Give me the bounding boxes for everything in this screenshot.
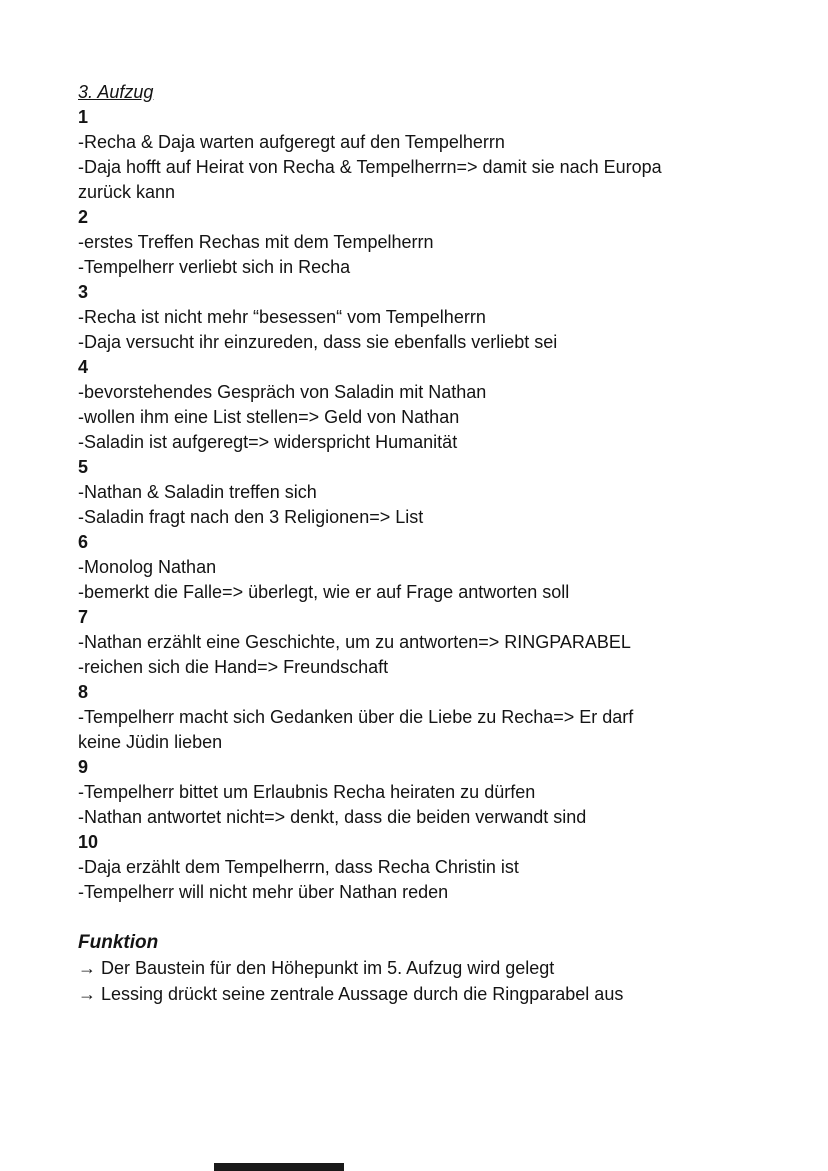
note-line: keine Jüdin lieben — [78, 732, 223, 752]
note-line: -Nathan antwortet nicht=> denkt, dass die beiden verwandt sind — [78, 807, 587, 827]
scene-number: 10 — [78, 832, 99, 852]
note-line: -Tempelherr verliebt sich in Recha — [78, 257, 351, 277]
document-title: 3. Aufzug — [78, 82, 154, 102]
funktion-line: → Lessing drückt seine zentrale Aussage durch die Ringparabel aus — [78, 984, 624, 1004]
note-line: -erstes Treffen Rechas mit dem Tempelherrn — [78, 232, 434, 252]
note-line: -bevorstehendes Gespräch von Saladin mit Nathan — [78, 382, 487, 402]
scene-number: 4 — [78, 357, 89, 377]
note-line: -Tempelherr macht sich Gedanken über die Liebe zu Recha=> Er darf — [78, 707, 634, 727]
page-edge-artifact — [214, 1163, 344, 1171]
note-line: -Recha & Daja warten aufgeregt auf den Tempelherrn — [78, 132, 505, 152]
note-line: -Nathan erzählt eine Geschichte, um zu antworten=> RINGPARABEL — [78, 632, 631, 652]
note-line: -reichen sich die Hand=> Freundschaft — [78, 657, 389, 677]
scene-sections — [78, 105, 768, 905]
note-line: -bemerkt die Falle=> überlegt, wie er auf Frage antworten soll — [78, 582, 570, 602]
funktion-line: → Der Baustein für den Höhepunkt im 5. Aufzug wird gelegt — [78, 958, 555, 978]
scene-number: 9 — [78, 757, 89, 777]
note-line: -Nathan & Saladin treffen sich — [78, 482, 317, 502]
note-line: -Daja erzählt dem Tempelherrn, dass Recha Christin ist — [78, 857, 519, 877]
note-line: -Saladin fragt nach den 3 Religionen=> List — [78, 507, 424, 527]
scene-number: 6 — [78, 532, 89, 552]
note-line: -Tempelherr will nicht mehr über Nathan reden — [78, 882, 449, 902]
note-line: zurück kann — [78, 182, 176, 202]
scene-number: 7 — [78, 607, 89, 627]
scene-number: 5 — [78, 457, 89, 477]
note-line: -Daja versucht ihr einzureden, dass sie ebenfalls verliebt sei — [78, 332, 558, 352]
scene-number: 2 — [78, 207, 89, 227]
note-line: -Daja hofft auf Heirat von Recha & Tempelherrn=> damit sie nach Europa — [78, 157, 662, 177]
scene-number: 1 — [78, 107, 89, 127]
note-line: -wollen ihm eine List stellen=> Geld von Nathan — [78, 407, 460, 427]
funktion-lines — [78, 955, 768, 1007]
note-line: -Monolog Nathan — [78, 557, 217, 577]
scene-number: 8 — [78, 682, 89, 702]
scene-number: 3 — [78, 282, 89, 302]
note-line: -Tempelherr bittet um Erlaubnis Recha heiraten zu dürfen — [78, 782, 536, 802]
funktion-heading: Funktion — [78, 932, 159, 953]
note-line: -Saladin ist aufgeregt=> widerspricht Humanität — [78, 432, 458, 452]
note-line: -Recha ist nicht mehr “besessen“ vom Tempelherrn — [78, 307, 486, 327]
